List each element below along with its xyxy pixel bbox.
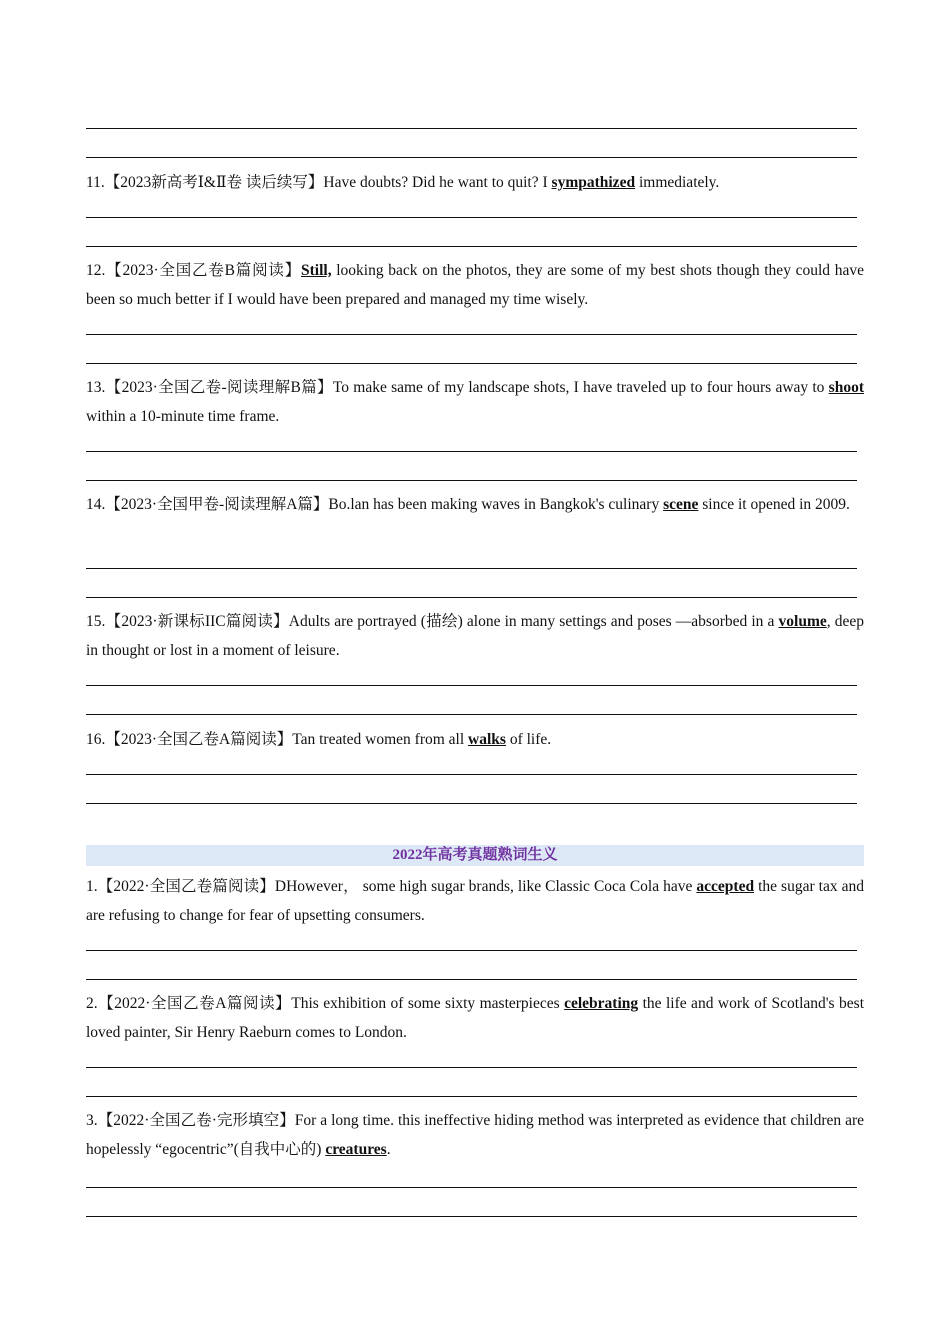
answer-line [86,1216,857,1217]
answer-line [86,1067,857,1068]
worksheet-page [86,0,864,1344]
answer-line [86,480,857,481]
answer-line [86,217,857,218]
key-word: sympathized [551,174,636,191]
answer-line [86,774,857,775]
key-word: volume [778,613,827,630]
question-13: 13.【2023·全国乙卷-阅读理解B篇】To make same of my landscape shots, I have traveled up to four hours away to shoot within a 10-minute time frame. [86,379,864,425]
question-11: 11.【2023新高考Ⅰ&Ⅱ卷 读后续写】Have doubts? Did he want to quit? I sympathized immediately. [86,174,720,191]
answer-line [86,334,857,335]
answer-line [86,157,857,158]
key-word: creatures [325,1141,387,1158]
key-word: accepted [696,878,755,895]
question-2022-1: 1.【2022·全国乙卷篇阅读】DHowever， some high sugar brands, like Classic Coca Cola have accepted the sugar tax and are refusing to change for fear of upsetting consumers. [86,878,864,924]
answer-line [86,451,857,452]
question-16: 16.【2023·全国乙卷A篇阅读】Tan treated women from all walks of life. [86,731,552,748]
question-15: 15.【2023·新课标IIC篇阅读】Adults are portrayed (描绘) alone in many settings and poses —absorbed in a volume, deep in thought or lost in a moment of leisure. [86,613,864,659]
key-word: walks [468,731,506,748]
question-2022-2: 2.【2022·全国乙卷A篇阅读】This exhibition of some sixty masterpieces celebrating the life and work of Scotland's best loved painter, Sir Henry Raeburn comes to London. [86,995,864,1041]
question-2022-3: 3.【2022·全国乙卷·完形填空】For a long time. this ineffective hiding method was interpreted as evidence that children are hopelessly “egocentric”(自我中心的) creatures. [86,1112,864,1158]
section-title: 2022年高考真题熟词生义 [86,845,864,866]
question-14: 14.【2023·全国甲卷-阅读理解A篇】Bo.lan has been making waves in Bangkok's culinary scene since it opened in 2009. [86,496,850,513]
key-word: shoot [828,379,864,396]
answer-line [86,1096,857,1097]
question-12: 12.【2023·全国乙卷B篇阅读】Still, looking back on the photos, they are some of my best shots though they could have been so much better if I would have been prepared and managed my time wisely. [86,262,864,308]
answer-line [86,685,857,686]
answer-line [86,803,857,804]
answer-line [86,1187,857,1188]
answer-line [86,950,857,951]
key-word: Still, [301,262,332,279]
key-word: scene [663,496,699,513]
answer-line [86,363,857,364]
answer-line [86,979,857,980]
answer-line [86,714,857,715]
answer-line [86,568,857,569]
answer-line [86,246,857,247]
answer-line [86,128,857,129]
key-word: celebrating [564,995,639,1012]
answer-line [86,597,857,598]
